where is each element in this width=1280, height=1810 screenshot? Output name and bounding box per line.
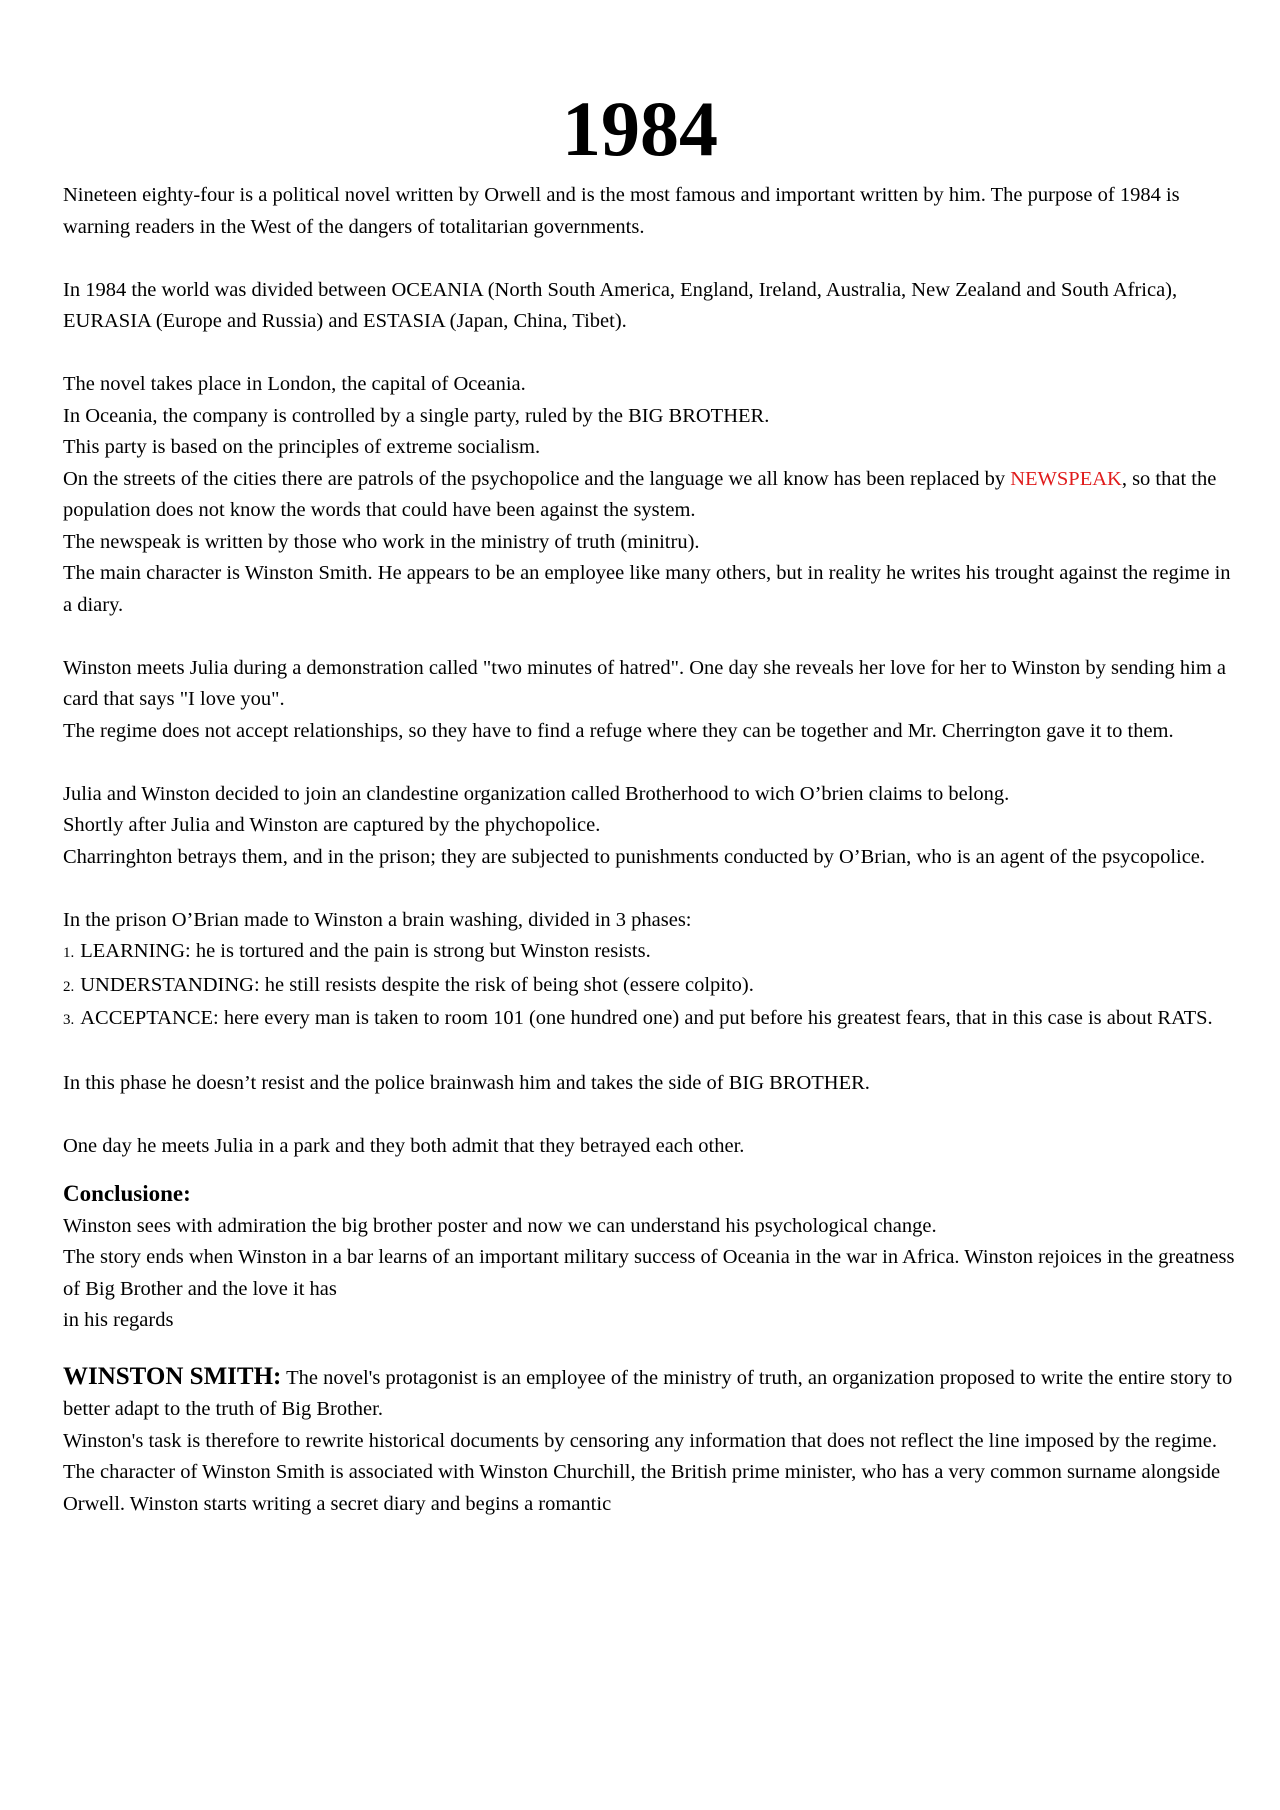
socialism-line: This party is based on the principles of extreme socialism. [63,436,541,458]
refuge-paragraph: The regime does not accept relationships, so they have to find a refuge where they can be together and Mr. Cherrington gave it to them. [63,719,1174,742]
winston-smith-paragraph [63,1361,1238,1426]
winston-smith-heading: WINSTON SMITH: [63,1362,282,1390]
paragraph-spacer [63,1337,1238,1361]
party-line: In Oceania, the company is controlled by a single party, ruled by the BIG BROTHER. [63,404,770,427]
paragraph-spacer [63,621,1238,653]
park-paragraph: One day he meets Julia in a park and they both admit that they betrayed each other. [63,1135,745,1157]
paragraph-spacer [63,1100,1238,1132]
paragraph-spacer [63,338,1238,370]
conclusion-line: in his regards [63,1309,174,1331]
streets-paragraph [63,464,1238,527]
newspeak-highlight: NEWSPEAK [1010,467,1122,490]
winston-smith-text: The novel's protagonist is an employee of the ministry of truth, an organization proposed to write the entire story to better adapt to the truth of Big Brother. [63,1366,1233,1420]
resist-paragraph: In this phase he doesn’t resist and the police brainwash him and takes the side of BIG BROTHER. [63,1072,870,1094]
phase-number: 1. [63,945,75,961]
phase-text: LEARNING: he is tortured and the pain is strong but Winston resists. [80,940,651,962]
paragraph-spacer [63,243,1238,275]
phase-number: 3. [63,1012,75,1028]
winston-task-paragraph: Winston's task is therefore to rewrite historical documents by censoring any information that does not reflect the line imposed by the regime. The character of Winston Smith is associated with Winston Churchill, the British prime minister, who has a very common surname alongside Orwell. Winston starts writing a secret diary and begins a romantic [63,1429,1221,1515]
julia-meeting-paragraph: Winston meets Julia during a demonstration called "two minutes of hatred". One day she reveals her love for her to Winston by sending him a card that says "I love you". [63,656,1227,710]
paragraph-spacer [63,1163,1238,1177]
world-division-paragraph: In 1984 the world was divided between OCEANIA (North South America, England, Ireland, Australia, New Zealand and South Africa), EURASIA (Europe and Russia) and ESTASIA (Japan, China, Tibet). [63,278,1178,332]
brotherhood-line: Julia and Winston decided to join an clandestine organization called Brotherhood to wich O’brien claims to belong. [63,782,1010,805]
conclusion-line: The story ends when Winston in a bar learns of an important military success of Oceania in the war in Africa. Winston rejoices in the greatness of Big Brother and the love it has [63,1246,1235,1300]
phase-text: ACCEPTANCE: here every man is taken to room 101 (one hundred one) and put before his greatest fears, that in this case is about RATS. [80,1007,1213,1029]
streets-text-end: , so that the population does not know the words that could have been against the system. [63,467,1217,521]
phase-number: 2. [63,978,75,995]
phase-item [63,1003,1238,1037]
phase-text: UNDERSTANDING: he still resists despite the risk of being shot (essere colpito). [80,973,754,996]
conclusion-heading: Conclusione: [63,1180,191,1206]
phase-item [63,970,1238,1004]
paragraph-spacer [63,873,1238,905]
document-body [63,180,1238,1520]
paragraph-spacer [63,1037,1238,1069]
betrayal-paragraph: Charringhton betrays them, and in the prison; they are subjected to punishments conducted by O’Brian, who is an agent of the psycopolice. [63,845,1206,868]
newspeak-line: The newspeak is written by those who work in the ministry of truth (minitru). [63,530,700,553]
captured-line: Shortly after Julia and Winston are captured by the phychopolice. [63,814,601,836]
brainwashing-intro: In the prison O’Brian made to Winston a brain washing, divided in 3 phases: [63,908,692,931]
streets-text: On the streets of the cities there are patrols of the psychopolice and the language we all know has been replaced by [63,467,1006,490]
paragraph-spacer [63,747,1238,779]
setting-line: The novel takes place in London, the capital of Oceania. [63,373,526,395]
phase-item [63,936,1238,970]
main-character-paragraph: The main character is Winston Smith. He appears to be an employee like many others, but in reality he writes his trought against the regime in a diary. [63,562,1231,616]
page-title: 1984 [562,85,718,172]
conclusion-line: Winston sees with admiration the big brother poster and now we can understand his psychological change. [63,1214,937,1237]
intro-paragraph: Nineteen eighty-four is a political novel written by Orwell and is the most famous and important written by him. The purpose of 1984 is warning readers in the West of the dangers of totalitarian governments. [63,184,1180,238]
